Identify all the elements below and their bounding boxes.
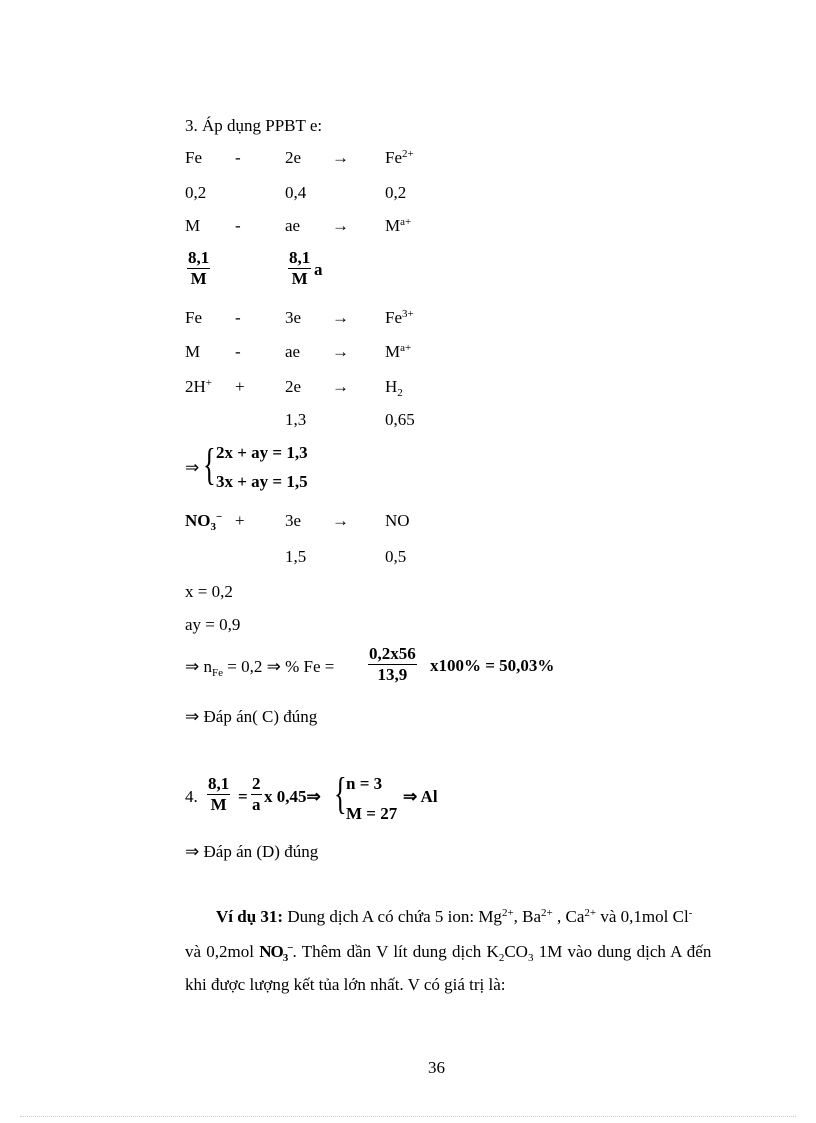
- fe-percent-result: x100% = 50,03%: [430, 656, 555, 675]
- page-border: [20, 1116, 796, 1117]
- reaction-e: ae: [285, 216, 301, 235]
- fraction-8-1-over-m: $\frac{8,1}{M}$: [188, 248, 210, 288]
- reaction-arrow: →: [332, 377, 349, 396]
- fe-fraction: $\frac{0,2x56}{13,9}$: [369, 644, 416, 684]
- equals: =: [238, 787, 248, 806]
- reaction-arrow: →: [332, 342, 349, 361]
- reaction-e: 2e: [285, 377, 302, 396]
- example-line-1: Ví dụ 31: Dung dịch A có chứa 5 ion: $Mg^{2+}$, $Ba^{2+}$ , $Ca^{2+}$ và 0,1mol Cl-: [216, 907, 693, 926]
- s4-eq-2: M = 27: [346, 804, 398, 823]
- system-brace: {: [203, 440, 216, 489]
- reaction-prod: NO: [385, 511, 410, 530]
- reaction-prod: 0,65: [385, 410, 415, 429]
- answer-d: ⇒ Đáp án (D) đúng: [185, 842, 319, 861]
- answer-c: ⇒ Đáp án( C) đúng: [185, 707, 318, 726]
- s4-fraction-1: $\frac{8,1}{M}$: [208, 774, 230, 814]
- reaction-prod: $H_2$: [385, 377, 403, 399]
- reaction-prod: $M^{a+}$: [385, 342, 412, 361]
- system-eq-2: 3x + ay = 1,5: [216, 472, 308, 491]
- reaction-op: -: [235, 148, 241, 167]
- s4-brace: {: [334, 769, 347, 818]
- fraction-8-1-over-m-a: $\frac{8,1}{M}$: [289, 248, 311, 288]
- fraction-suffix: a: [314, 260, 323, 279]
- reaction-op: +: [235, 511, 245, 530]
- reaction-arrow: →: [332, 511, 349, 530]
- s4-eq-1: n = 3: [346, 774, 383, 793]
- reaction-e: 3e: [285, 308, 302, 327]
- reaction-a: M: [185, 216, 201, 235]
- reaction-a: 2H+: [185, 377, 212, 396]
- reaction-e: ae: [285, 342, 301, 361]
- reaction-prod: $Fe^{3+}$: [385, 308, 414, 327]
- reaction-e: 1,5: [285, 547, 307, 566]
- section-heading: 3. Áp dụng PPBT e:: [185, 116, 323, 135]
- page-number: 36: [428, 1058, 445, 1077]
- reaction-op: +: [235, 377, 245, 396]
- reaction-op: -: [235, 216, 241, 235]
- reaction-a: $NO_3^-$: [185, 511, 223, 533]
- reaction-prod: 0,2: [385, 183, 407, 202]
- reaction-prod: $M^{a+}$: [385, 216, 412, 235]
- reaction-e: 1,3: [285, 410, 307, 429]
- reaction-e: 2e: [285, 148, 302, 167]
- implies-symbol: ⇒: [185, 458, 200, 477]
- reaction-a: Fe: [185, 148, 202, 167]
- example-line-3: khi được lượng kết tủa lớn nhất. V có giá trị là:: [185, 975, 506, 994]
- reaction-a: M: [185, 342, 201, 361]
- reaction-e: 0,4: [285, 183, 307, 202]
- reaction-e: 3e: [285, 511, 302, 530]
- reaction-arrow: →: [332, 308, 349, 327]
- section4-label: 4.: [185, 787, 198, 806]
- s4-fraction-2: $\frac{2}{a}$: [252, 774, 261, 814]
- s4-multiply: x 0,45⇒: [264, 787, 321, 806]
- example-line-2: và 0,2mol $NO_3^-$. Thêm dần V lít dung dịch $K_2CO_3$ 1M vào dung dịch A đến: [185, 942, 712, 964]
- reaction-prod: $Fe^{2+}$: [385, 148, 414, 167]
- reaction-op: -: [235, 342, 241, 361]
- x-value: x = 0,2: [185, 582, 233, 601]
- reaction-op: -: [235, 308, 241, 327]
- ay-value: ay = 0,9: [185, 615, 241, 634]
- s4-result: ⇒ Al: [403, 787, 438, 806]
- reaction-a: Fe: [185, 308, 202, 327]
- reaction-prod: 0,5: [385, 547, 407, 566]
- reaction-a: 0,2: [185, 183, 207, 202]
- reaction-arrow: →: [332, 148, 349, 167]
- fe-percent-line: ⇒ $n_{Fe} = 0,2$ ⇒ % Fe =: [185, 657, 335, 679]
- system-eq-1: 2x + ay = 1,3: [216, 443, 308, 462]
- reaction-arrow: →: [332, 216, 349, 235]
